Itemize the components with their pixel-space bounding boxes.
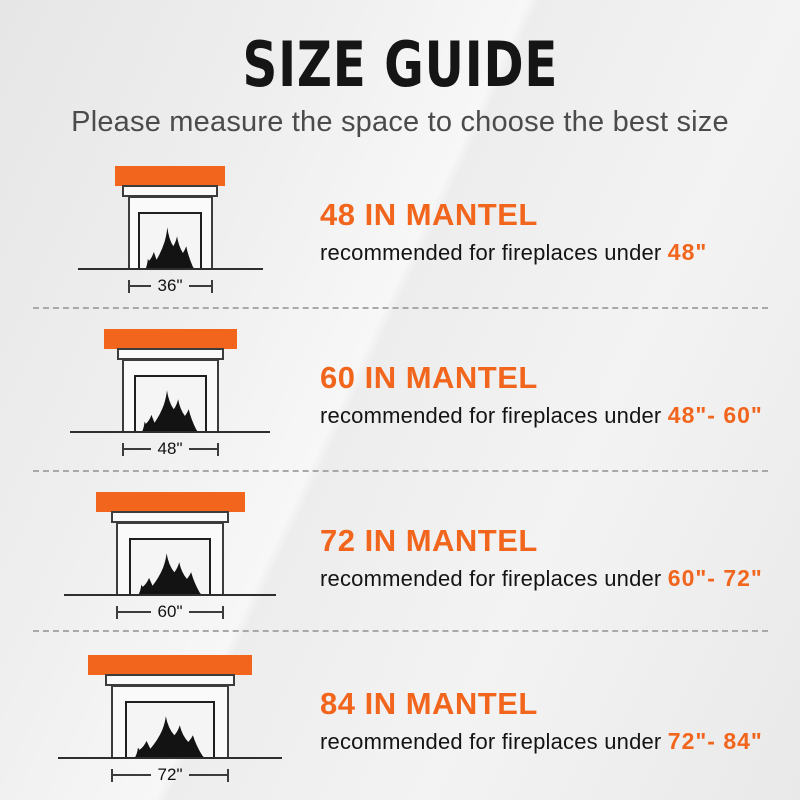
fireplace-opening (138, 212, 202, 270)
recommendation-text: recommended for fireplaces under (320, 403, 662, 428)
recommendation-range: 60"- 72" (667, 565, 763, 591)
dimension-segment (118, 611, 151, 613)
dimension-label: 60" (157, 602, 183, 621)
ground-line (58, 757, 282, 759)
dimension-tick-right (227, 769, 229, 782)
fireplace-opening (134, 375, 207, 433)
fireplace-figure (40, 152, 300, 310)
ground-line (64, 594, 276, 596)
mantel-title: 60 IN MANTEL (320, 360, 538, 395)
recommendation-text: recommended for fireplaces under (320, 240, 662, 265)
dimension-tick-right (217, 443, 219, 456)
page-subtitle: Please measure the space to choose the best size (71, 106, 729, 138)
ground-line (70, 431, 270, 433)
flame-icon (135, 551, 205, 596)
recommendation (320, 402, 763, 429)
dimension-line (128, 274, 213, 298)
size-row-60 (0, 315, 800, 473)
dimension-line (122, 437, 219, 461)
flame-icon (139, 388, 201, 433)
mantel-title: 48 IN MANTEL (320, 197, 538, 232)
fireplace-figure (40, 641, 300, 799)
dimension-tick-right (222, 606, 224, 619)
dimension-segment (189, 285, 210, 287)
mantel-shelf (104, 329, 237, 349)
size-row-48 (0, 152, 800, 310)
flame-icon (143, 225, 197, 270)
row-info (320, 198, 707, 266)
fireplace-figure (40, 315, 300, 473)
dimension-line (116, 600, 224, 624)
dimension-segment (124, 448, 151, 450)
page-title-wrap (0, 28, 800, 101)
dashed-divider (33, 630, 768, 632)
dimension-label: 72" (157, 765, 183, 784)
mantel-shelf (96, 492, 245, 512)
fireplace-opening (129, 538, 211, 596)
recommendation (320, 565, 763, 592)
recommendation (320, 239, 707, 266)
dashed-divider (33, 307, 768, 309)
dimension-label: 36" (157, 276, 183, 295)
size-row-84 (0, 641, 800, 799)
dimension-segment (113, 774, 151, 776)
mantel-shelf (88, 655, 252, 675)
recommendation-text: recommended for fireplaces under (320, 729, 662, 754)
mantel-shelf (115, 166, 225, 186)
row-info (320, 687, 763, 755)
fireplace-figure (40, 478, 300, 636)
dimension-segment (189, 774, 227, 776)
recommendation-range: 72"- 84" (667, 728, 763, 754)
mantel-title: 84 IN MANTEL (320, 686, 538, 721)
dimension-line (111, 763, 229, 787)
dimension-tick-right (211, 280, 213, 293)
page-subtitle-wrap (0, 106, 800, 139)
flame-icon (131, 714, 208, 759)
dashed-divider (33, 470, 768, 472)
dimension-label: 48" (157, 439, 183, 458)
fireplace-opening (125, 701, 215, 759)
row-info (320, 361, 763, 429)
recommendation-range: 48" (667, 239, 708, 265)
dimension-segment (189, 448, 216, 450)
dimension-segment (130, 285, 151, 287)
dimension-segment (189, 611, 222, 613)
recommendation (320, 728, 763, 755)
row-info (320, 524, 763, 592)
mantel-title: 72 IN MANTEL (320, 523, 538, 558)
ground-line (78, 268, 263, 270)
recommendation-text: recommended for fireplaces under (320, 566, 662, 591)
page-title: SIZE GUIDE (242, 28, 558, 101)
recommendation-range: 48"- 60" (667, 402, 763, 428)
size-row-72 (0, 478, 800, 636)
